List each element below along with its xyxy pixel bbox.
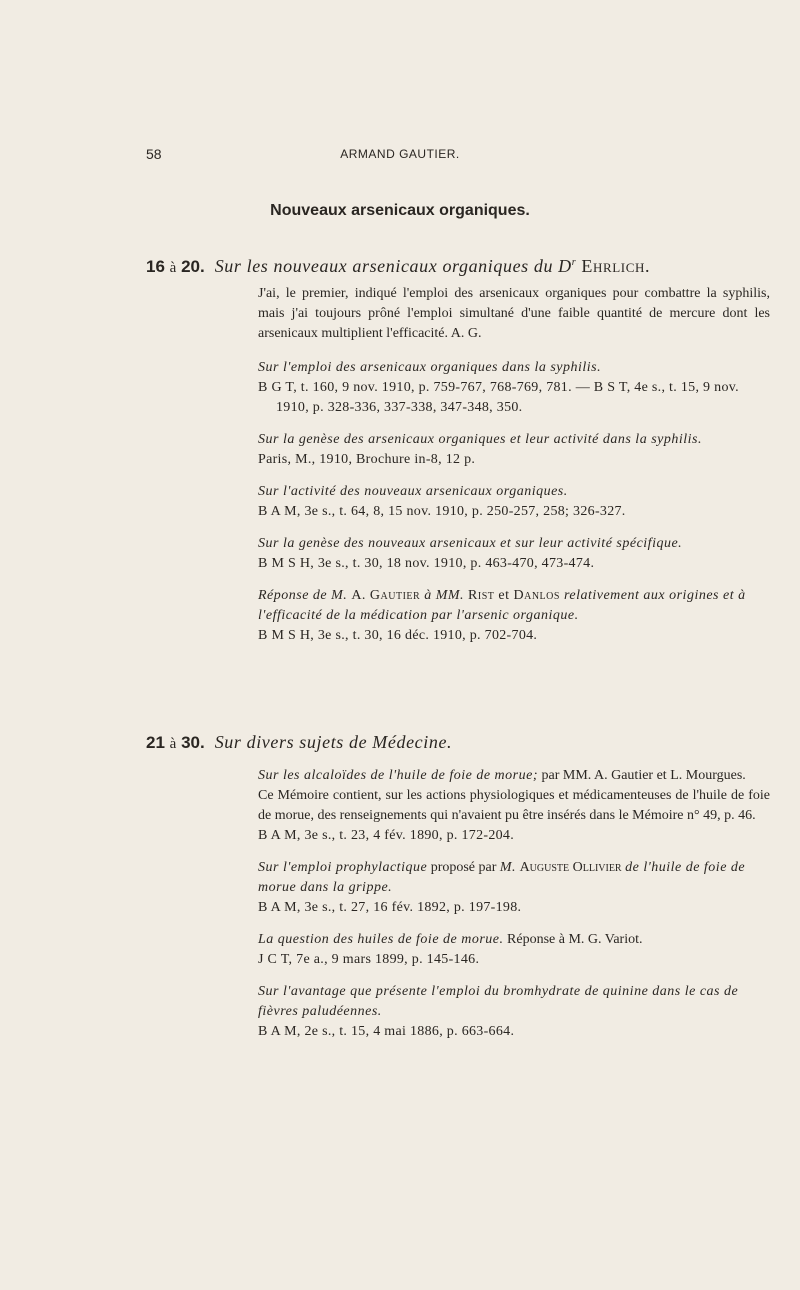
entry-title [258,586,770,626]
running-head [0,146,800,166]
bibliography-entry [258,534,770,574]
group-title-sup: r [571,257,577,268]
entry-reference: J C T, 7e a., 9 mars 1899, p. 145-146. [258,952,480,967]
entry-title: Sur la genèse des nouveaux arsenicaux et sur leur activité spécifique. [258,536,683,551]
bibliography-entry [258,766,770,846]
title-author: Danlos [513,588,560,603]
entry-reference: B A M, 3e s., t. 23, 4 fév. 1890, p. 172-204. [258,828,515,843]
entry-reference: B A M, 3e s., t. 64, 8, 15 nov. 1910, p. 250-257, 258; 326-327. [258,504,626,519]
group-heading-16-20 [146,252,766,279]
entry-reference: B M S H, 3e s., t. 30, 16 déc. 1910, p. 702-704. [258,628,538,643]
bibliography-entry [258,586,770,646]
page-number: 58 [146,146,162,162]
entry-title: Sur la genèse des arsenicaux organiques et leur activité dans la syphilis. [258,432,702,447]
entry-title-line [258,858,770,898]
group-range [146,257,205,276]
range-start: 21 [146,733,165,752]
entry-reference: Paris, M., 1910, Brochure in-8, 12 p. [258,452,476,467]
entry-title-part: Réponse à M. G. Variot. [507,932,643,947]
entry-title: Sur l'emploi prophylactique [258,860,428,875]
group-entries-21-30 [258,766,770,1042]
entry-reference: B A M, 2e s., t. 15, 4 mai 1886, p. 663-664. [258,1024,515,1039]
entry-reference: B A M, 3e s., t. 27, 16 fév. 1892, p. 197-198. [258,900,522,915]
group-entries-16-20 [258,284,770,646]
section-heading: Nouveaux arsenicaux organiques. [270,202,530,219]
entry-reference: B G T, t. 160, 9 nov. 1910, p. 759-767, 768-769, 781. — B S T, 4e s., t. 15, 9 nov. 1910, p. 328-336, 337-338, 347-348, 350. [258,380,739,415]
range-sep: à [169,260,177,276]
entry-title-line [258,930,770,950]
bibliography-entry [258,982,770,1042]
title-part: et [498,588,510,603]
title-author: A. Gautier [351,588,421,603]
range-start: 16 [146,257,165,276]
group-heading-21-30 [146,731,766,755]
range-sep: à [169,736,177,752]
entry-title: Sur l'emploi des arsenicaux organiques dans la syphilis. [258,360,602,375]
entry-title-part: de l'huile de foie de morue dans la grippe. [258,860,746,895]
bibliography-entry [258,430,770,470]
entry-title: Sur l'avantage que présente l'emploi du bromhydrate de quinine dans le cas de fièvres paludéennes. [258,984,739,1019]
entry-title-line [258,766,770,786]
range-end: 20. [181,257,205,276]
bibliography-entry [258,482,770,522]
group-title-name: Ehrlich. [581,256,651,276]
title-author: Rist [468,588,495,603]
entry-title: Sur l'activité des nouveaux arsenicaux organiques. [258,484,568,499]
entry-authors: par MM. A. Gautier et L. Mourgues. [541,768,746,783]
title-part: Réponse de M. [258,588,348,603]
bibliography-entry [258,930,770,970]
group-range [146,733,205,752]
entry-title: La question des huiles de foie de morue. [258,932,504,947]
title-part: à MM. [424,588,465,603]
group-title: Sur divers sujets de Médecine. [214,732,453,752]
author-note: J'ai, le premier, indiqué l'emploi des arsenicaux organiques pour combattre la syphilis, mais j'ai toujours prôné l'emploi simultané d'une faible quantité de mercure dont les arsenicaux multiplient l'efficacité. A. G. [258,286,770,341]
title-part: relativement aux origines et à l'efficacité de la médication par l'arsenic organique. [258,588,746,623]
entry-reference: B M S H, 3e s., t. 30, 18 nov. 1910, p. 463-470, 473-474. [258,556,595,571]
bibliography-entry [258,858,770,918]
group-title [215,256,650,276]
group-title-text: Sur les nouveaux arsenicaux organiques du D [214,256,572,276]
running-author: ARMAND GAUTIER. [340,147,460,161]
range-end: 30. [181,733,205,752]
entry-title-part: proposé par [430,860,497,875]
entry-note: Ce Mémoire contient, sur les actions physiologiques et médicamenteuses de l'huile de foie de morue, des renseignements qui n'avaient pu être insérés dans le Mémoire n° 49, p. 46. [258,788,770,823]
bibliography-entry [258,358,770,418]
entry-title-part: M. [499,860,517,875]
entry-title: Sur les alcaloïdes de l'huile de foie de morue; [258,768,538,783]
entry-title-author: Auguste Ollivier [519,860,622,875]
